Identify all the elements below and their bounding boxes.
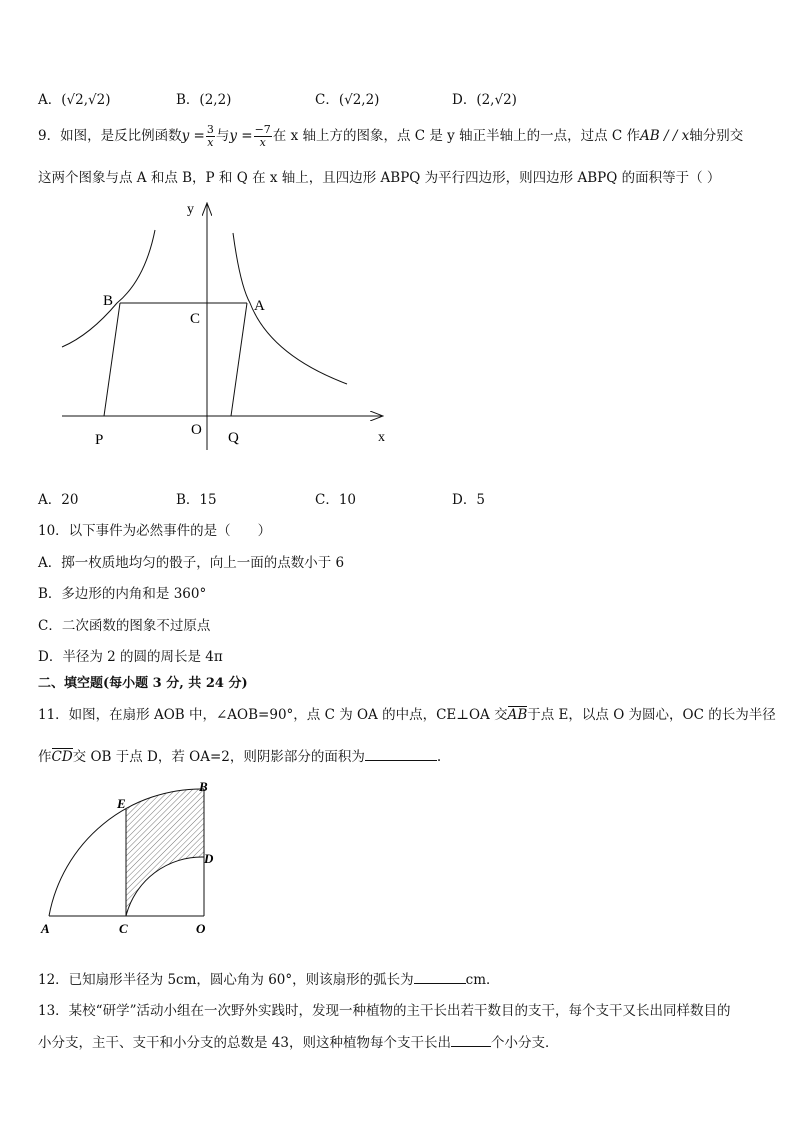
option-letter: D．: [452, 492, 477, 508]
q9-text: 与: [215, 128, 230, 144]
label-o: O: [196, 921, 206, 936]
label-o: O: [191, 422, 202, 438]
option-letter: C．: [315, 92, 339, 108]
option-value: (√2,√2): [61, 92, 111, 108]
option-letter: C．: [315, 492, 339, 508]
label-x: x: [378, 430, 385, 445]
q11-text: 11．如图，在扇形 AOB 中，∠AOB=90°，点 C 为 OA 的中点，CE⊥OA 交: [38, 707, 508, 723]
label-b: B: [199, 779, 208, 794]
q9-option-a: [38, 488, 78, 508]
q8-option-a: [38, 88, 110, 108]
q11-text: 作: [38, 749, 52, 765]
shaded-region: [126, 789, 204, 916]
option-value: 5: [476, 492, 485, 508]
q11-text: 交 OB 于点 D，若 OA=2，则阴影部分的面积为: [72, 749, 365, 765]
option-value: (2,√2): [476, 92, 517, 108]
q9-text: 在 x 轴上方的图象，点 C 是 y 轴正半轴上的一点，过点 C 作: [272, 128, 641, 144]
left-hyperbola-curve: [62, 230, 155, 347]
q10-option-d: D．半径为 2 的圆的周长是 4π: [38, 649, 223, 665]
q8-option-d: [452, 88, 517, 108]
option-value: (2,2): [199, 92, 232, 108]
q13-text: 小分支，主干、支干和小分支的总数是 43，则这种植物每个支干长出: [38, 1035, 451, 1051]
fraction-denominator: x: [207, 136, 214, 149]
q9-ab-parallel: AB / / x: [640, 128, 690, 144]
option-value: 10: [338, 492, 357, 508]
q13-stem-line2: [38, 1031, 558, 1051]
label-p: P: [95, 432, 104, 448]
q9-stem-line1: [38, 124, 743, 149]
q9-func1-prefix: y =: [181, 128, 205, 144]
option-letter: D．: [452, 92, 477, 108]
option-value: 15: [199, 492, 217, 508]
fraction-denominator: x: [259, 136, 266, 149]
section-title: 二、填空题(每小题 3 分, 共 24 分): [38, 676, 248, 691]
option-value: 20: [61, 492, 79, 508]
q10-stem: 10．以下事件为必然事件的是（ ）: [38, 523, 272, 539]
option-letter: A．: [38, 492, 62, 508]
q9-func2-fraction: [254, 124, 272, 149]
q9-text: 轴分别交: [689, 128, 744, 144]
label-d: D: [204, 851, 214, 866]
label-b: B: [103, 293, 114, 309]
label-q: Q: [228, 430, 239, 446]
label-y: y: [187, 202, 194, 217]
right-hyperbola-curve: [233, 233, 347, 384]
q9-figure: [55, 195, 395, 455]
q13-answer-blank: [451, 1046, 491, 1047]
q8-option-b: [176, 88, 231, 108]
q8-option-c: [315, 88, 379, 108]
q12-answer-blank: [414, 983, 466, 984]
q12-stem: [38, 968, 500, 988]
q11-stem-line1: [38, 703, 776, 723]
q10-option-c: C．二次函数的图象不过原点: [38, 618, 211, 634]
q9-option-b: [176, 488, 217, 508]
q11-answer-blank: [365, 760, 437, 761]
fraction-numerator: −7: [254, 123, 271, 136]
q11-stem-line2: [38, 745, 441, 765]
option-letter: B．: [176, 492, 200, 508]
arc-cd-symbol: CD: [51, 749, 73, 765]
q9-func1-fraction: [206, 124, 215, 149]
q11-text: 于点 E，以点 O 为圆心，OC 的长为半径: [527, 707, 776, 723]
q13-text: 个小分支．: [490, 1035, 559, 1051]
segment-bp: [104, 303, 120, 416]
label-e: E: [117, 796, 126, 811]
q9-text: 9．如图，是反比例函数: [38, 128, 182, 144]
arc-ab-symbol: AB: [507, 707, 528, 723]
q9-func2-prefix: y =: [229, 128, 253, 144]
q9-stem-line2: 这两个图象与点 A 和点 B，P 和 Q 在 x 轴上，且四边形 ABPQ 为平行四边形，则四边形 ABPQ 的面积等于（ ）: [38, 170, 721, 186]
q12-text: cm．: [465, 972, 500, 988]
option-value: (√2,2): [338, 92, 380, 108]
q9-option-d: [452, 488, 485, 508]
label-c: C: [190, 311, 201, 327]
label-a: A: [254, 298, 265, 314]
q10-option-b: B．多边形的内角和是 360°: [38, 586, 207, 602]
q13-stem-line1: 13．某校“研学”活动小组在一次野外实践时，发现一种植物的主干长出若干数目的支干，每个支干又长出同样数目的: [38, 1003, 731, 1019]
q11-figure: [36, 776, 226, 938]
q12-text: 12．已知扇形半径为 5cm，圆心角为 60°，则该扇形的弧长为: [38, 972, 414, 988]
segment-aq: [231, 303, 247, 416]
label-a: A: [41, 921, 50, 936]
q10-option-a: A．掷一枚质地均匀的骰子，向上一面的点数小于 6: [38, 555, 345, 571]
option-letter: A．: [38, 92, 62, 108]
q11-text: .: [436, 749, 442, 765]
q9-option-c: [315, 488, 356, 508]
option-letter: B．: [176, 92, 200, 108]
fraction-numerator: 3: [206, 123, 214, 136]
label-c: C: [119, 921, 128, 936]
